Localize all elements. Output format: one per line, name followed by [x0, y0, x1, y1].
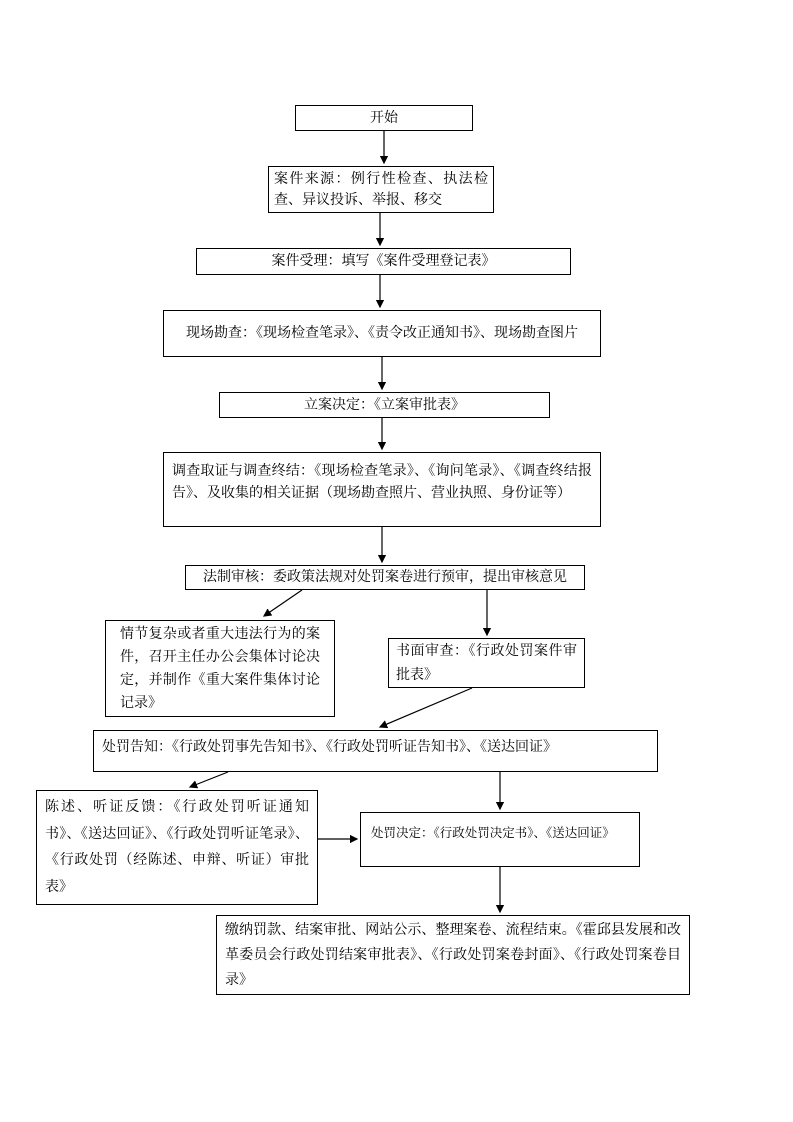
- node-investigation: 调查取证与调查终结：《现场检查笔录》、《询问笔录》、《调查终结报告》、及收集的相关证据（现场勘查照片、营业执照、身份证等）: [163, 452, 601, 527]
- node-case-acceptance: 案件受理：填写《案件受理登记表》: [196, 248, 571, 275]
- node-major-case-discussion: 情节复杂或者重大违法行为的案件，召开主任办公会集体讨论决定，并制作《重大案件集体讨论记录》: [105, 620, 335, 717]
- node-legal-review: 法制审核：委政策法规对处罚案卷进行预审，提出审核意见: [185, 565, 585, 590]
- arrow-legal-to-major-case: [264, 590, 302, 616]
- node-case-source: 案件来源：例行性检查、执法检查、异议投诉、举报、移交: [268, 166, 494, 213]
- node-filing-decision: 立案决定：《立案审批表》: [219, 392, 550, 418]
- node-statement-hearing-feedback: 陈述、听证反馈：《行政处罚听证通知书》、《送达回证》、《行政处罚听证笔录》、《行政处罚（经陈述、申辩、听证）审批表》: [36, 790, 318, 905]
- node-case-closing: 缴纳罚款、结案审批、网站公示、整理案卷、流程结束。《霍邱县发展和改革委员会行政处罚结案审批表》、《行政处罚案卷封面》、《行政处罚案卷目录》: [216, 915, 690, 995]
- node-penalty-decision: 处罚决定：《行政处罚决定书》、《送达回证》: [360, 812, 640, 867]
- node-start: 开始: [295, 105, 473, 131]
- arrow-written-review-to-notification: [380, 688, 472, 727]
- node-penalty-notification: 处罚告知：《行政处罚事先告知书》、《行政处罚听证告知书》、《送达回证》: [93, 730, 658, 772]
- arrow-notification-to-statement: [190, 772, 228, 787]
- node-site-survey: 现场勘查：《现场检查笔录》、《责令改正通知书》、现场勘查图片: [163, 310, 601, 357]
- node-written-review: 书面审查：《行政处罚案件审批表》: [388, 638, 585, 688]
